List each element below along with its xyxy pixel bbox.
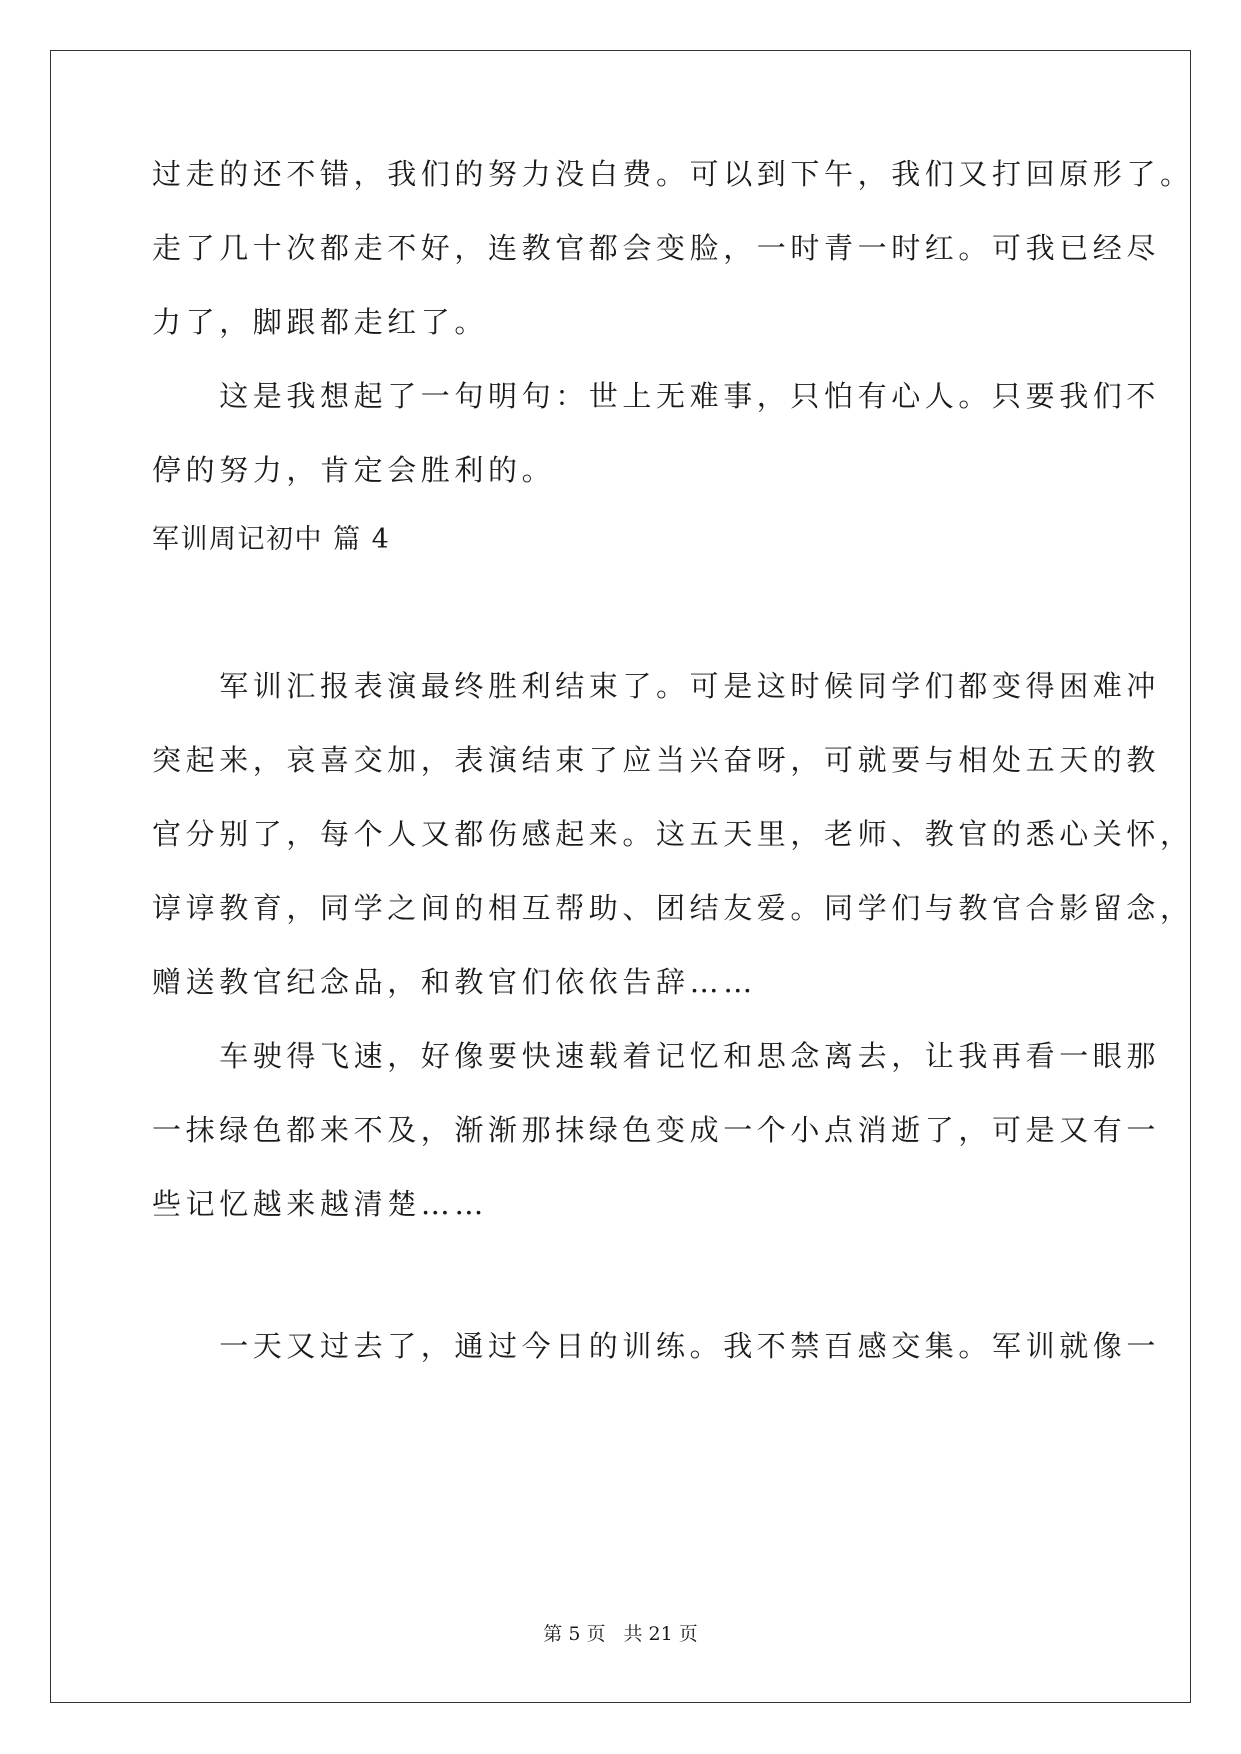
text-line: 车驶得飞速，好像要快速载着记忆和思念离去，让我再看一眼那 (152, 1039, 1161, 1073)
section-heading: 军训周记初中 篇 4 (152, 524, 391, 555)
text-line: 突起来，哀喜交加，表演结束了应当兴奋呀，可就要与相处五天的教 (152, 743, 1161, 777)
text-line: 谆谆教育，同学之间的相互帮助、团结友爱。同学们与教官合影留念， (152, 891, 1194, 925)
text-line: 一抹绿色都来不及，渐渐那抹绿色变成一个小点消逝了，可是又有一 (152, 1113, 1161, 1147)
text-line: 停的努力，肯定会胜利的。 (152, 453, 556, 487)
text-line: 官分别了，每个人又都伤感起来。这五天里，老师、教官的悉心关怀， (152, 817, 1194, 851)
text-line: 赠送教官纪念品，和教官们依依告辞…… (152, 965, 757, 999)
text-line: 些记忆越来越清楚…… (152, 1187, 489, 1221)
text-line: 走了几十次都走不好，连教官都会变脸，一时青一时红。可我已经尽 (152, 231, 1161, 265)
text-line: 一天又过去了，通过今日的训练。我不禁百感交集。军训就像一 (152, 1329, 1161, 1363)
page-footer (0, 1622, 1241, 1646)
text-line: 这是我想起了一句明句：世上无难事，只怕有心人。只要我们不 (152, 379, 1161, 413)
text-line: 军训汇报表演最终胜利结束了。可是这时候同学们都变得困难冲 (152, 669, 1161, 703)
page-total: 共 21 页 (623, 1623, 698, 1645)
text-line: 力了，脚跟都走红了。 (152, 305, 489, 339)
page-border (50, 50, 1191, 1703)
text-line: 过走的还不错，我们的努力没白费。可以到下午，我们又打回原形了。 (152, 157, 1194, 191)
page-number: 第 5 页 (543, 1623, 606, 1645)
